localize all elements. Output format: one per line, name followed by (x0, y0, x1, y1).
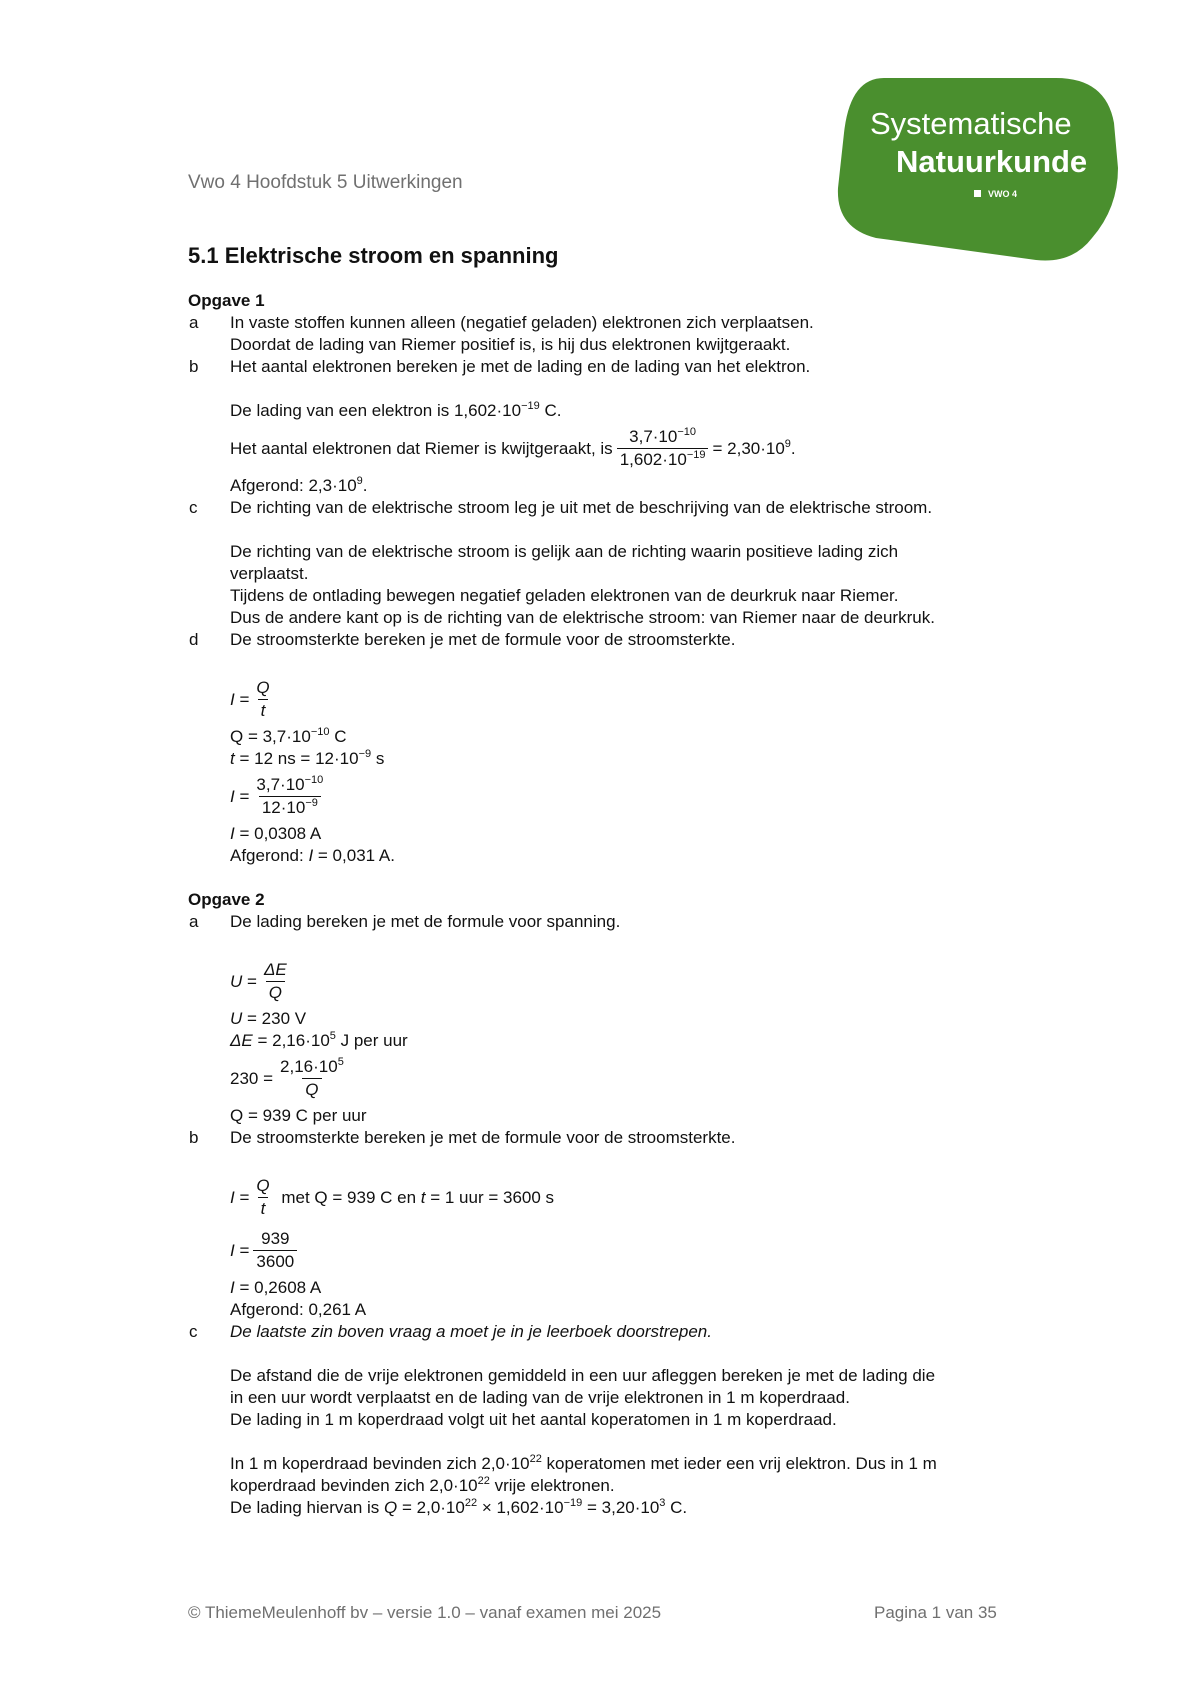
item-letter: a (189, 313, 199, 332)
systematische-natuurkunde-logo (836, 78, 1118, 264)
text-line: Doordat de lading van Riemer positief is, is hij dus elektronen kwijtgeraakt. (230, 335, 791, 354)
text-line: t = 12 ns = $12\cdot 10^{-9}$ s (230, 748, 385, 768)
text-line: U = 230 V (230, 1009, 307, 1028)
opgave-1-title: Opgave 1 (188, 291, 265, 310)
opgave-1d (188, 629, 1118, 867)
text-line: De richting van de elektrische stroom leg je uit met de beschrijving van de elektrische stroom. (230, 498, 933, 517)
text-line: De afstand die de vrije elektronen gemiddeld in een uur afleggen bereken je met de lading die (230, 1366, 936, 1385)
document-content (188, 290, 1118, 1519)
text-line: Afgerond: 0,261 A (230, 1300, 367, 1319)
opgave-1b (188, 356, 1118, 497)
footer-copyright: © ThiemeMeulenhoff bv – versie 1.0 – vanaf examen mei 2025 (188, 1603, 662, 1622)
text-line: De laatste zin boven vraag a moet je in je leerboek doorstrepen. (230, 1322, 712, 1341)
opgave-1c (188, 497, 1118, 629)
fraction: $\frac{3,7\cdot 10^{-10}}{1,602\cdot 10^{-19}}$ (617, 426, 709, 471)
equation-current-substituted: I = $\frac{939}{3600}$ (230, 1224, 1118, 1277)
document-header-title: Vwo 4 Hoofdstuk 5 Uitwerkingen (188, 172, 463, 193)
text-line: I = 0,2608 A (230, 1278, 322, 1297)
text-line: De lading hiervan is $Q = 2,0\cdot 10^{22} \times 1,602\cdot 10^{-19} = 3,20\cdot 10^3$ C. (230, 1497, 688, 1517)
text-line: Het aantal elektronen bereken je met de lading en de lading van het elektron. (230, 357, 811, 376)
item-letter: c (189, 1322, 198, 1341)
text-line: De stroomsterkte bereken je met de formule voor de stroomsterkte. (230, 1128, 736, 1147)
text-line: verplaatst. (230, 564, 309, 583)
fraction: $\frac{\Delta E}{Q}$ (263, 960, 287, 1002)
item-letter: d (189, 630, 199, 649)
text-line: De stroomsterkte bereken je met de formule voor de stroomsterkte. (230, 630, 736, 649)
equation-current-substituted: I = $\frac{3,7\cdot 10^{-10}}{12\cdot 10^{-9}}$ (230, 770, 1118, 823)
text-line: De richting van de elektrische stroom is gelijk aan de richting waarin positieve lading zich (230, 542, 899, 561)
item-letter: b (189, 357, 199, 376)
opgave-1a (188, 312, 1118, 356)
footer-page-number: Pagina 1 van 35 (874, 1603, 997, 1622)
text-line: in een uur wordt verplaatst en de lading van de vrije elektronen in 1 m koperdraad. (230, 1388, 850, 1407)
text-line: koperdraad bevinden zich $2,0\cdot 10^{22}$ vrije elektronen. (230, 1475, 615, 1495)
item-letter: a (189, 912, 199, 931)
opgave-2a (188, 911, 1118, 1127)
opgave-2c (188, 1321, 1118, 1519)
opgave-2b (188, 1127, 1118, 1321)
item-letter: b (189, 1128, 199, 1147)
equation-electron-count: Het aantal elektronen dat Riemer is kwijtgeraakt, is $\frac{3,7\cdot 10^{-10}}{1,602\cdot 10^{-19}}$ = $2,30\cdot 10^9$. (230, 426, 796, 469)
text-line: Q = 939 C per uur (230, 1106, 367, 1125)
equation-current-formula: I = $\frac{Q}{t}$ met Q = 939 C en t = 1 uur = 3600 s (230, 1176, 555, 1218)
fraction: $\frac{Q}{t}$ (256, 678, 270, 720)
text-line: Dus de andere kant op is de richting van de elektrische stroom: van Riemer naar de deurkruk. (230, 608, 935, 627)
equation-voltage-formula: U = $\frac{\Delta E}{Q}$ (230, 955, 1118, 1008)
logo-line2: Natuurkunde (896, 144, 1088, 179)
fraction: $\frac{939}{3600}$ (253, 1228, 297, 1273)
fraction: $\frac{2,16\cdot 10^5}{Q}$ (280, 1056, 344, 1099)
text-line: $Q = 3,7\cdot 10^{-10}$ C (230, 726, 347, 746)
section-title: 5.1 Elektrische stroom en spanning (188, 243, 559, 268)
fraction: $\frac{3,7\cdot 10^{-10}}{12\cdot 10^{-9}}$ (256, 774, 324, 817)
equation-voltage-substituted: 230 = $\frac{2,16\cdot 10^5}{Q}$ (230, 1052, 1118, 1105)
text-line: $\Delta E = 2,16\cdot 10^5$ J per uur (230, 1030, 408, 1050)
logo-badge-square (974, 190, 981, 197)
equation-current-formula: I = $\frac{Q}{t}$ (230, 673, 1118, 726)
text-line: Tijdens de ontlading bewegen negatief geladen elektronen van de deurkruk naar Riemer. (230, 586, 899, 605)
text-line: De lading in 1 m koperdraad volgt uit het aantal koperatomen in 1 m koperdraad. (230, 1410, 837, 1429)
text-line: I = 0,0308 A (230, 824, 322, 843)
text-line: In vaste stoffen kunnen alleen (negatief geladen) elektronen zich verplaatsen. (230, 313, 814, 332)
fraction: $\frac{Q}{t}$ (256, 1176, 270, 1218)
item-letter: c (189, 498, 198, 517)
logo-line1: Systematische (870, 106, 1072, 141)
text-line: De lading bereken je met de formule voor spanning. (230, 912, 621, 931)
logo-badge: VWO 4 (988, 189, 1018, 199)
text-line: In 1 m koperdraad bevinden zich $2,0\cdot 10^{22}$ koperatomen met ieder een vrij elektron. Dus in 1 m (230, 1453, 937, 1473)
text-line: Afgerond: $2,3\cdot 10^9$. (230, 475, 368, 495)
text-line: De lading van een elektron is $1,602\cdot 10^{-19}$ C. (230, 400, 562, 420)
opgave-2-title: Opgave 2 (188, 890, 265, 909)
text-line: Afgerond: I = 0,031 A. (230, 846, 395, 865)
